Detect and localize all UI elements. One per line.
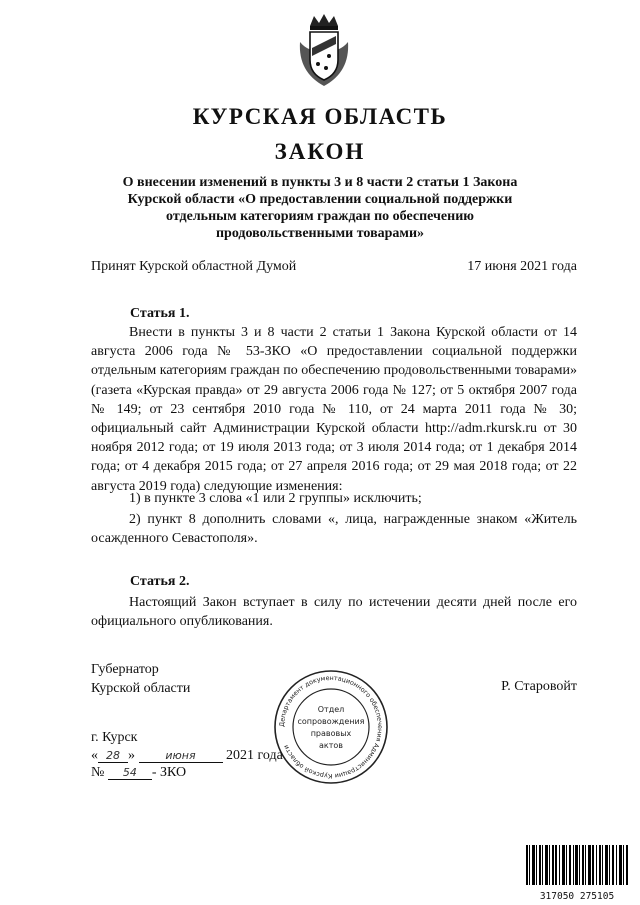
- signing-date: « 28 » июня 2021 года: [91, 748, 283, 763]
- stamp-line-1: Отдел: [317, 705, 345, 714]
- article-2-body: Настоящий Закон вступает в силу по истечении десяти дней после его официального опубликования.: [91, 595, 577, 630]
- region-title: КУРСКАЯ ОБЛАСТЬ: [192, 104, 448, 129]
- svg-text:Департамент документационного: [278, 674, 384, 780]
- adoption-date: 17 июня 2021 года: [467, 259, 577, 274]
- adopted-by: Принят Курской областной Думой: [91, 259, 297, 274]
- law-number-value: 54: [108, 766, 152, 780]
- article-1-item-2: 2) пункт 8 дополнить словами «, лица, награжденные знаком «Житель осажденного Севастополя».: [91, 512, 577, 547]
- signing-month: июня: [139, 749, 223, 763]
- signatory-position-line-1: Губернатор: [91, 662, 159, 677]
- signatory-position-line-2: Курской области: [91, 681, 191, 696]
- stamp-line-2: сопровождения: [297, 717, 365, 726]
- barcode-number: 317050 275105: [539, 891, 615, 902]
- stamp-ring-text: Департамент документационного обеспечения Администрации Курской области: [277, 673, 385, 781]
- article-2-heading: Статья 2.: [130, 574, 190, 589]
- signing-day: 28: [98, 749, 128, 763]
- department-stamp: [272, 668, 390, 786]
- signatory-position: [91, 660, 190, 698]
- kursk-coat-of-arms-icon: [296, 12, 352, 88]
- law-number: [91, 765, 186, 781]
- signing-city: г. Курск: [91, 730, 138, 745]
- signatory-name: Р. Старовойт: [501, 679, 577, 694]
- law-number-prefix: №: [91, 765, 105, 780]
- barcode: [526, 845, 628, 902]
- document-type: ЗАКОН: [274, 139, 366, 164]
- stamp-line-4: актов: [318, 741, 344, 750]
- article-1-body: Внести в пункты 3 и 8 части 2 статьи 1 Закона Курской области от 14 августа 2006 года № 53-ЗКО «О предоставлении социальной поддержки отдельным категориям граждан по обеспечению продовольственными товарами» (газета «Курская правда» от 29 августа 2006 года № 127; от 5 октября 2007 года № 149; от 23 сентября 2010 года № 110, от 24 марта 2011 года № 30; официальный сайт Администрации Курской области http://adm.rkursk.ru от 30 ноября 2012 года; от 19 июля 2013 года; от 3 июля 2014 года; от 1 декабря 2014 года; от 4 декабря 2015 года; от 27 апреля 2016 года; от 29 мая 2018 года; от 22 августа 2019 года) следующие изменения:: [91, 325, 577, 494]
- barcode-bars: [526, 845, 628, 885]
- law-number-suffix: - ЗКО: [151, 765, 187, 780]
- signing-year: 2021 года: [226, 748, 283, 763]
- article-1-heading: Статья 1.: [130, 306, 190, 321]
- article-1-item-1: 1) в пункте 3 слова «1 или 2 группы» исключить;: [129, 491, 422, 506]
- law-title: О внесении изменений в пункты 3 и 8 части 2 статьи 1 Закона Курской области «О предоставлении социальной поддержки отдельным категориям граждан по обеспечению продовольственными товарами»: [122, 175, 518, 241]
- stamp-line-3: правовых: [310, 729, 352, 738]
